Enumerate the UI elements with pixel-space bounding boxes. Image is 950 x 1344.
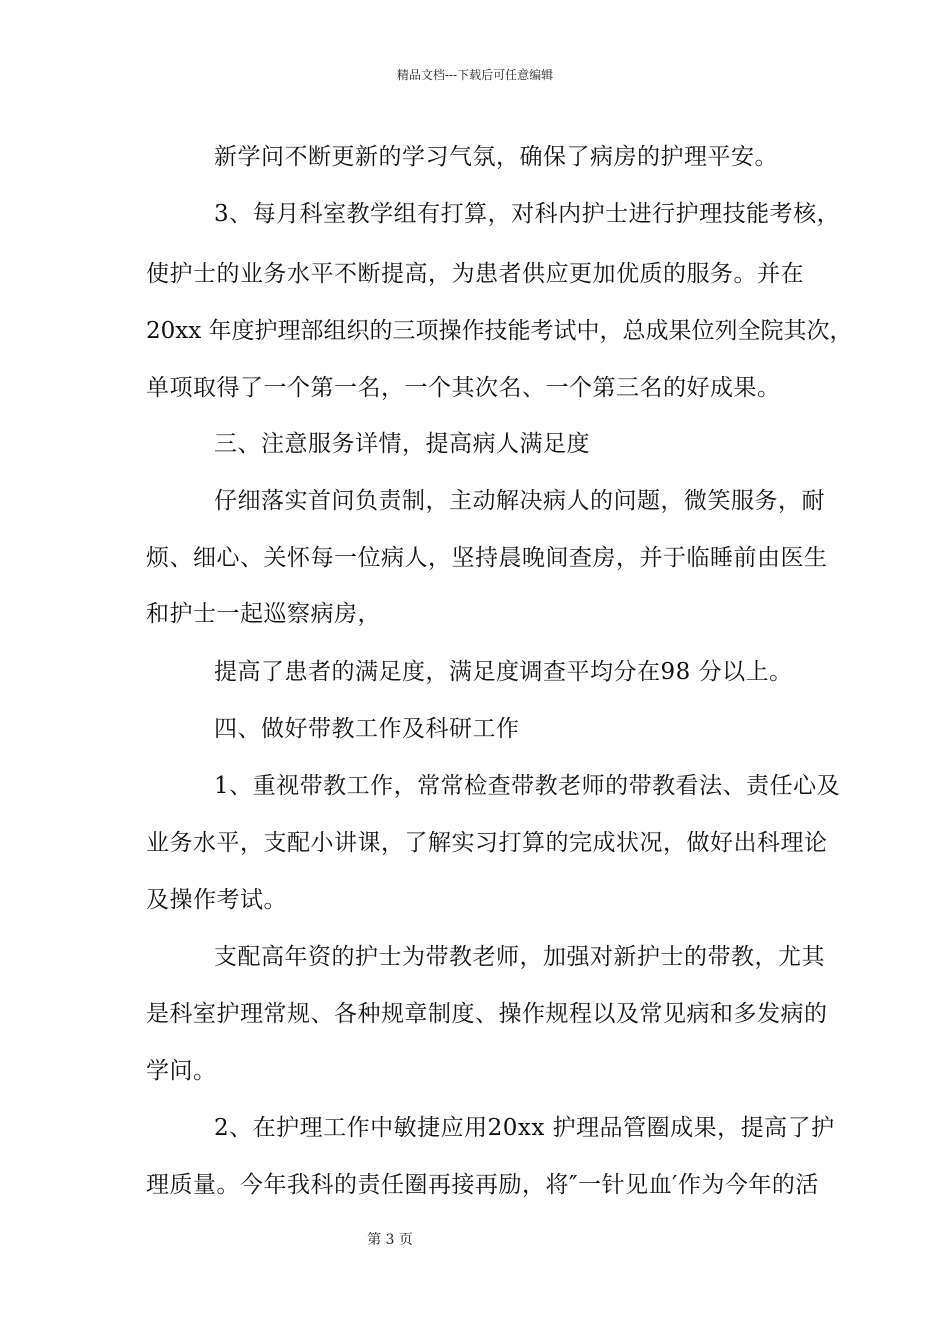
text-line: 提高了患者的满足度，满足度调查平均分在98 分以上。 [214, 659, 793, 685]
text-line: 烦、细心、关怀每一位病人，坚持晨晚间查房，并于临睡前由医生 [146, 545, 828, 571]
page-number: 第 3 页 [367, 1232, 413, 1248]
section-heading: 四、做好带教工作及科研工作 [214, 716, 520, 742]
text-line: 20xx 年度护理部组织的三项操作技能考试中，总成果位列全院其次， [146, 318, 853, 344]
text-line: 是科室护理常规、各种规章制度、操作规程以及常见病和多发病的 [146, 1001, 828, 1027]
text-line: 2、在护理工作中敏捷应用20xx 护理品管圈成果，提高了护 [214, 1115, 835, 1141]
text-line: 1、重视带教工作，常常检查带教老师的带教看法、责任心及 [214, 773, 841, 799]
text-line: 新学问不断更新的学习气氛，确保了病房的护理平安。 [214, 144, 778, 170]
text-line: 学问。 [146, 1058, 217, 1084]
text-line: 单项取得了一个第一名，一个其次名、一个第三名的好成果。 [146, 375, 781, 401]
text-line: 理质量。今年我科的责任圈再接再励，将″一针见血′作为今年的活 [146, 1172, 819, 1198]
section-heading: 三、注意服务详情，提高病人满足度 [214, 431, 590, 457]
text-line: 支配高年资的护士为带教老师，加强对新护士的带教，尤其 [214, 944, 825, 970]
text-line: 及操作考试。 [146, 887, 287, 913]
text-line: 业务水平，支配小讲课，了解实习打算的完成状况，做好出科理论 [146, 830, 828, 856]
text-line: 仔细落实首问负责制，主动解决病人的问题，微笑服务，耐 [214, 488, 825, 514]
text-line: 使护士的业务水平不断提高，为患者供应更加优质的服务。并在 [146, 261, 804, 287]
text-line: 和护士一起巡察病房， [146, 601, 381, 627]
page-header: 精品文档---下载后可任意编辑 [396, 68, 554, 82]
text-line: 3、每月科室教学组有打算，对科内护士进行护理技能考核， [214, 201, 841, 227]
